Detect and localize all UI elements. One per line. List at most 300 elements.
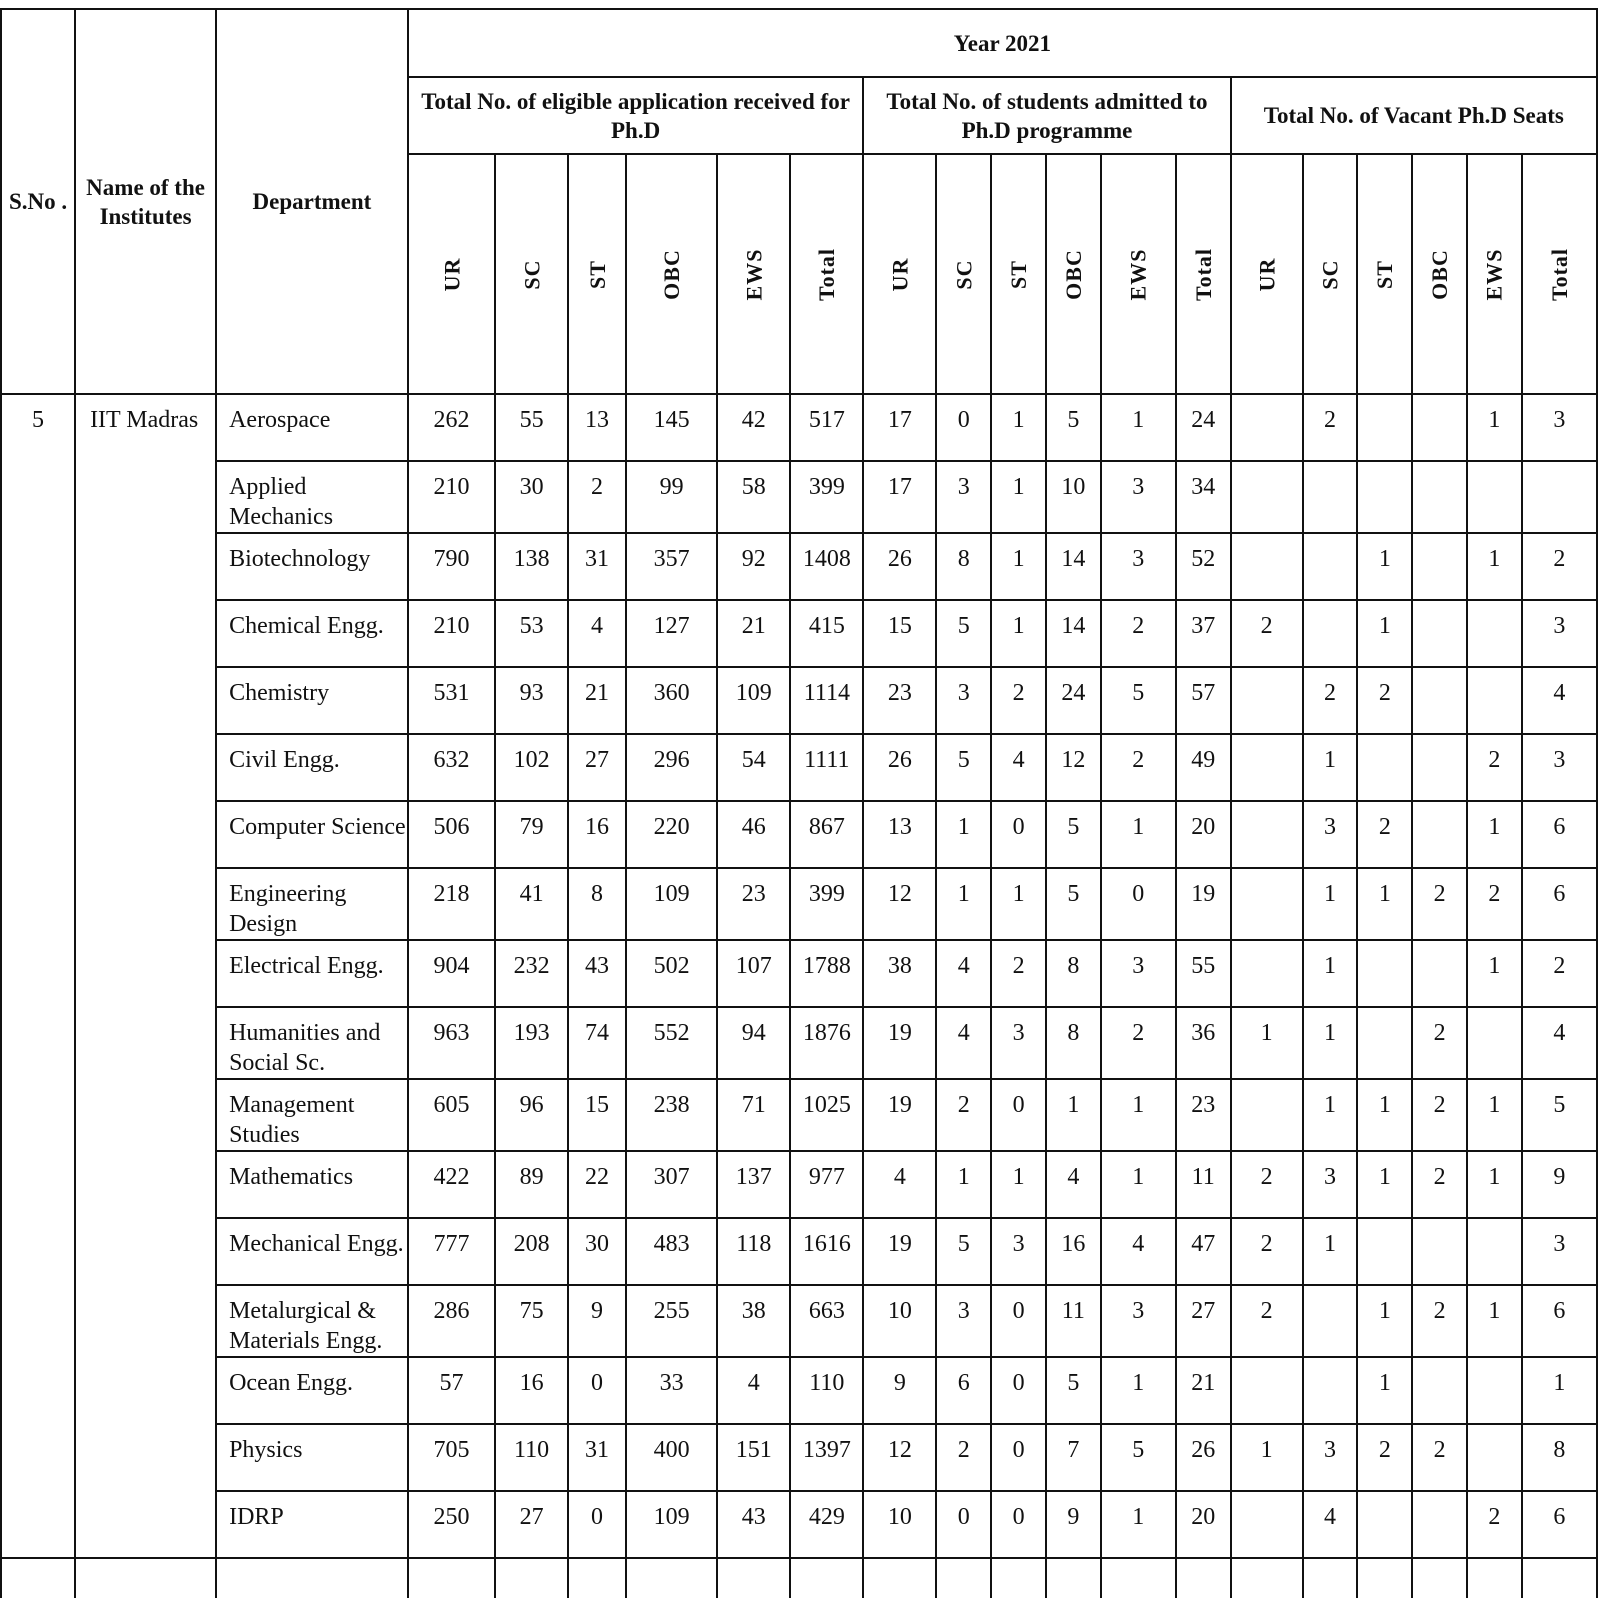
empty-cell bbox=[1231, 1558, 1303, 1598]
value-cell: 1 bbox=[936, 1151, 991, 1218]
value-cell bbox=[1357, 940, 1412, 1007]
empty-cell bbox=[1522, 1558, 1597, 1598]
value-cell: 0 bbox=[568, 1491, 626, 1558]
value-cell: 1 bbox=[1357, 868, 1412, 940]
value-cell: 255 bbox=[626, 1285, 717, 1357]
category-label: Total bbox=[1190, 247, 1216, 301]
value-cell: 2 bbox=[1412, 1424, 1467, 1491]
value-cell: 2 bbox=[1522, 533, 1597, 600]
value-cell: 3 bbox=[991, 1007, 1046, 1079]
value-cell bbox=[1467, 600, 1522, 667]
table-row bbox=[1, 868, 1597, 940]
value-cell bbox=[1467, 1357, 1522, 1424]
value-cell: 17 bbox=[863, 394, 936, 461]
value-cell: 0 bbox=[936, 1491, 991, 1558]
value-cell: 777 bbox=[408, 1218, 495, 1285]
value-cell: 4 bbox=[991, 734, 1046, 801]
value-cell: 3 bbox=[1101, 1285, 1176, 1357]
value-cell: 0 bbox=[991, 1491, 1046, 1558]
category-header bbox=[568, 154, 626, 394]
value-cell: 9 bbox=[568, 1285, 626, 1357]
value-cell: 506 bbox=[408, 801, 495, 868]
category-header bbox=[408, 154, 495, 394]
value-cell: 109 bbox=[626, 868, 717, 940]
value-cell: 33 bbox=[626, 1357, 717, 1424]
value-cell: 1 bbox=[1467, 1285, 1522, 1357]
value-cell: 9 bbox=[1046, 1491, 1101, 1558]
value-cell bbox=[1467, 1218, 1522, 1285]
value-cell: 151 bbox=[717, 1424, 790, 1491]
value-cell: 19 bbox=[863, 1218, 936, 1285]
category-header bbox=[1101, 154, 1176, 394]
value-cell: 232 bbox=[495, 940, 568, 1007]
value-cell: 422 bbox=[408, 1151, 495, 1218]
category-label: ST bbox=[1006, 259, 1032, 289]
value-cell: 8 bbox=[568, 868, 626, 940]
group-header-admitted: Total No. of students admitted to Ph.D programme bbox=[863, 77, 1230, 154]
value-cell bbox=[1412, 1218, 1467, 1285]
department-cell: Electrical Engg. bbox=[216, 940, 408, 1007]
table-row bbox=[1, 801, 1597, 868]
value-cell bbox=[1412, 533, 1467, 600]
value-cell bbox=[1231, 868, 1303, 940]
value-cell: 6 bbox=[1522, 1491, 1597, 1558]
value-cell: 2 bbox=[1522, 940, 1597, 1007]
empty-cell bbox=[1046, 1558, 1101, 1598]
value-cell: 1025 bbox=[790, 1079, 863, 1151]
value-cell: 17 bbox=[863, 461, 936, 533]
value-cell: 1 bbox=[1357, 1079, 1412, 1151]
category-label: SC bbox=[1317, 258, 1343, 290]
table-row bbox=[1, 1218, 1597, 1285]
value-cell: 0 bbox=[936, 394, 991, 461]
value-cell: 1 bbox=[1467, 940, 1522, 1007]
value-cell: 52 bbox=[1176, 533, 1231, 600]
value-cell: 54 bbox=[717, 734, 790, 801]
value-cell: 19 bbox=[1176, 868, 1231, 940]
category-label: Total bbox=[814, 247, 840, 301]
value-cell: 10 bbox=[1046, 461, 1101, 533]
table-row bbox=[1, 1151, 1597, 1218]
value-cell: 208 bbox=[495, 1218, 568, 1285]
department-cell: Physics bbox=[216, 1424, 408, 1491]
value-cell: 4 bbox=[568, 600, 626, 667]
value-cell: 3 bbox=[1522, 600, 1597, 667]
value-cell: 20 bbox=[1176, 801, 1231, 868]
department-cell: Chemical Engg. bbox=[216, 600, 408, 667]
value-cell: 262 bbox=[408, 394, 495, 461]
value-cell: 23 bbox=[863, 667, 936, 734]
value-cell: 1 bbox=[1522, 1357, 1597, 1424]
value-cell: 904 bbox=[408, 940, 495, 1007]
value-cell: 1 bbox=[991, 600, 1046, 667]
value-cell: 7 bbox=[1046, 1424, 1101, 1491]
value-cell: 19 bbox=[863, 1079, 936, 1151]
value-cell: 6 bbox=[1522, 868, 1597, 940]
value-cell: 42 bbox=[717, 394, 790, 461]
value-cell: 1616 bbox=[790, 1218, 863, 1285]
category-label: Total bbox=[1546, 247, 1572, 301]
value-cell: 3 bbox=[936, 1285, 991, 1357]
value-cell: 109 bbox=[717, 667, 790, 734]
value-cell: 49 bbox=[1176, 734, 1231, 801]
value-cell: 3 bbox=[991, 1218, 1046, 1285]
value-cell: 1 bbox=[1357, 1357, 1412, 1424]
value-cell bbox=[1357, 461, 1412, 533]
value-cell: 3 bbox=[1303, 1151, 1358, 1218]
value-cell: 238 bbox=[626, 1079, 717, 1151]
value-cell: 4 bbox=[863, 1151, 936, 1218]
value-cell: 10 bbox=[863, 1285, 936, 1357]
value-cell: 1 bbox=[1101, 1079, 1176, 1151]
value-cell: 21 bbox=[568, 667, 626, 734]
value-cell: 1 bbox=[1357, 1285, 1412, 1357]
value-cell: 2 bbox=[1101, 600, 1176, 667]
value-cell: 2 bbox=[936, 1079, 991, 1151]
value-cell: 21 bbox=[717, 600, 790, 667]
value-cell: 53 bbox=[495, 600, 568, 667]
value-cell: 605 bbox=[408, 1079, 495, 1151]
value-cell: 286 bbox=[408, 1285, 495, 1357]
value-cell: 1 bbox=[1467, 801, 1522, 868]
value-cell: 34 bbox=[1176, 461, 1231, 533]
value-cell bbox=[1231, 734, 1303, 801]
department-cell: Computer Science bbox=[216, 801, 408, 868]
value-cell: 26 bbox=[863, 734, 936, 801]
empty-cell bbox=[863, 1558, 936, 1598]
value-cell bbox=[1467, 1424, 1522, 1491]
value-cell: 1 bbox=[1467, 1079, 1522, 1151]
value-cell bbox=[1303, 461, 1358, 533]
category-label: SC bbox=[951, 258, 977, 290]
value-cell: 220 bbox=[626, 801, 717, 868]
value-cell: 8 bbox=[1046, 940, 1101, 1007]
value-cell: 2 bbox=[1357, 667, 1412, 734]
value-cell bbox=[1412, 1491, 1467, 1558]
value-cell: 46 bbox=[717, 801, 790, 868]
value-cell bbox=[1231, 940, 1303, 1007]
department-cell: Humanities and Social Sc. bbox=[216, 1007, 408, 1079]
value-cell: 2 bbox=[991, 667, 1046, 734]
value-cell: 1 bbox=[1101, 801, 1176, 868]
category-label: OBC bbox=[1060, 248, 1086, 300]
value-cell: 5 bbox=[1046, 801, 1101, 868]
value-cell: 1 bbox=[1303, 1218, 1358, 1285]
value-cell: 12 bbox=[863, 1424, 936, 1491]
value-cell: 1 bbox=[936, 868, 991, 940]
category-label: OBC bbox=[1427, 248, 1453, 300]
value-cell: 4 bbox=[717, 1357, 790, 1424]
value-cell: 47 bbox=[1176, 1218, 1231, 1285]
value-cell bbox=[1231, 461, 1303, 533]
value-cell: 517 bbox=[790, 394, 863, 461]
value-cell: 19 bbox=[863, 1007, 936, 1079]
value-cell: 307 bbox=[626, 1151, 717, 1218]
value-cell: 1 bbox=[991, 1151, 1046, 1218]
value-cell: 400 bbox=[626, 1424, 717, 1491]
value-cell: 26 bbox=[1176, 1424, 1231, 1491]
department-cell: IDRP bbox=[216, 1491, 408, 1558]
empty-cell bbox=[991, 1558, 1046, 1598]
empty-cell bbox=[717, 1558, 790, 1598]
value-cell: 1 bbox=[991, 533, 1046, 600]
value-cell: 2 bbox=[1412, 1151, 1467, 1218]
department-cell: Biotechnology bbox=[216, 533, 408, 600]
table-row bbox=[1, 600, 1597, 667]
value-cell: 0 bbox=[991, 1424, 1046, 1491]
category-header bbox=[1467, 154, 1522, 394]
value-cell: 4 bbox=[936, 940, 991, 1007]
value-cell bbox=[1412, 667, 1467, 734]
table-row bbox=[1, 533, 1597, 600]
value-cell bbox=[1357, 1218, 1412, 1285]
year-header: Year 2021 bbox=[408, 9, 1597, 77]
value-cell: 2 bbox=[1101, 1007, 1176, 1079]
value-cell bbox=[1231, 667, 1303, 734]
value-cell: 632 bbox=[408, 734, 495, 801]
value-cell: 3 bbox=[1101, 940, 1176, 1007]
value-cell: 13 bbox=[568, 394, 626, 461]
value-cell: 15 bbox=[568, 1079, 626, 1151]
empty-cell bbox=[1357, 1558, 1412, 1598]
value-cell: 2 bbox=[1357, 1424, 1412, 1491]
department-cell: Chemistry bbox=[216, 667, 408, 734]
category-header bbox=[1522, 154, 1597, 394]
table-row bbox=[1, 1285, 1597, 1357]
value-cell: 0 bbox=[991, 1285, 1046, 1357]
value-cell: 705 bbox=[408, 1424, 495, 1491]
value-cell: 99 bbox=[626, 461, 717, 533]
value-cell: 1876 bbox=[790, 1007, 863, 1079]
value-cell: 4 bbox=[1522, 667, 1597, 734]
value-cell bbox=[1303, 1285, 1358, 1357]
value-cell bbox=[1231, 533, 1303, 600]
value-cell: 2 bbox=[1303, 667, 1358, 734]
value-cell: 5 bbox=[936, 1218, 991, 1285]
empty-cell bbox=[568, 1558, 626, 1598]
value-cell: 27 bbox=[568, 734, 626, 801]
value-cell: 24 bbox=[1046, 667, 1101, 734]
value-cell: 110 bbox=[495, 1424, 568, 1491]
value-cell: 36 bbox=[1176, 1007, 1231, 1079]
value-cell: 24 bbox=[1176, 394, 1231, 461]
value-cell: 2 bbox=[991, 940, 1046, 1007]
value-cell: 663 bbox=[790, 1285, 863, 1357]
value-cell: 1 bbox=[1357, 533, 1412, 600]
department-header: Department bbox=[216, 9, 408, 394]
value-cell: 1 bbox=[1101, 394, 1176, 461]
value-cell: 1 bbox=[1303, 1007, 1358, 1079]
group-header-applications: Total No. of eligible application received for Ph.D bbox=[408, 77, 864, 154]
value-cell bbox=[1231, 1357, 1303, 1424]
department-cell: Management Studies bbox=[216, 1079, 408, 1151]
value-cell: 2 bbox=[1412, 1079, 1467, 1151]
value-cell: 399 bbox=[790, 868, 863, 940]
value-cell: 11 bbox=[1176, 1151, 1231, 1218]
value-cell: 218 bbox=[408, 868, 495, 940]
value-cell: 27 bbox=[495, 1491, 568, 1558]
empty-cell bbox=[1101, 1558, 1176, 1598]
value-cell: 5 bbox=[1046, 394, 1101, 461]
value-cell: 1 bbox=[991, 394, 1046, 461]
value-cell: 2 bbox=[1101, 734, 1176, 801]
department-cell: Applied Mechanics bbox=[216, 461, 408, 533]
department-cell: Mechanical Engg. bbox=[216, 1218, 408, 1285]
value-cell: 71 bbox=[717, 1079, 790, 1151]
value-cell: 1 bbox=[1303, 1079, 1358, 1151]
value-cell bbox=[1303, 533, 1358, 600]
value-cell: 3 bbox=[936, 461, 991, 533]
value-cell: 9 bbox=[863, 1357, 936, 1424]
table-row bbox=[1, 940, 1597, 1007]
value-cell: 2 bbox=[1467, 1491, 1522, 1558]
value-cell bbox=[1467, 461, 1522, 533]
category-label: EWS bbox=[741, 248, 767, 300]
value-cell: 3 bbox=[1101, 533, 1176, 600]
value-cell bbox=[1231, 1079, 1303, 1151]
value-cell: 79 bbox=[495, 801, 568, 868]
value-cell: 96 bbox=[495, 1079, 568, 1151]
value-cell: 6 bbox=[1522, 801, 1597, 868]
value-cell: 5 bbox=[1046, 1357, 1101, 1424]
empty-cell bbox=[790, 1558, 863, 1598]
department-cell: Mathematics bbox=[216, 1151, 408, 1218]
empty-cell bbox=[1, 1558, 75, 1598]
value-cell bbox=[1467, 667, 1522, 734]
value-cell: 94 bbox=[717, 1007, 790, 1079]
value-cell: 1 bbox=[1467, 533, 1522, 600]
value-cell: 2 bbox=[1412, 1007, 1467, 1079]
value-cell: 38 bbox=[863, 940, 936, 1007]
value-cell: 55 bbox=[1176, 940, 1231, 1007]
phd-admissions-table bbox=[0, 8, 1598, 1598]
table-row bbox=[1, 394, 1597, 461]
value-cell: 963 bbox=[408, 1007, 495, 1079]
value-cell: 1 bbox=[1046, 1079, 1101, 1151]
value-cell: 1 bbox=[1467, 394, 1522, 461]
value-cell: 2 bbox=[1467, 868, 1522, 940]
value-cell: 3 bbox=[1303, 1424, 1358, 1491]
value-cell: 552 bbox=[626, 1007, 717, 1079]
value-cell: 58 bbox=[717, 461, 790, 533]
department-cell: Metalurgical & Materials Engg. bbox=[216, 1285, 408, 1357]
value-cell: 109 bbox=[626, 1491, 717, 1558]
category-header bbox=[1231, 154, 1303, 394]
value-cell: 43 bbox=[717, 1491, 790, 1558]
value-cell: 4 bbox=[1101, 1218, 1176, 1285]
value-cell: 1 bbox=[1303, 868, 1358, 940]
category-header bbox=[936, 154, 991, 394]
value-cell bbox=[1303, 1357, 1358, 1424]
value-cell: 5 bbox=[1101, 667, 1176, 734]
value-cell: 23 bbox=[1176, 1079, 1231, 1151]
category-header bbox=[495, 154, 568, 394]
value-cell: 31 bbox=[568, 1424, 626, 1491]
value-cell: 5 bbox=[1046, 868, 1101, 940]
value-cell: 2 bbox=[936, 1424, 991, 1491]
value-cell: 127 bbox=[626, 600, 717, 667]
value-cell: 0 bbox=[991, 1079, 1046, 1151]
sno-cell: 5 bbox=[1, 394, 75, 1558]
table-row bbox=[1, 1079, 1597, 1151]
value-cell: 1111 bbox=[790, 734, 863, 801]
value-cell: 2 bbox=[1412, 1285, 1467, 1357]
category-label: EWS bbox=[1481, 248, 1507, 300]
value-cell: 138 bbox=[495, 533, 568, 600]
empty-cell bbox=[1176, 1558, 1231, 1598]
category-header bbox=[1046, 154, 1101, 394]
value-cell bbox=[1412, 394, 1467, 461]
value-cell: 867 bbox=[790, 801, 863, 868]
value-cell: 1 bbox=[1467, 1151, 1522, 1218]
value-cell: 2 bbox=[1231, 600, 1303, 667]
category-header bbox=[991, 154, 1046, 394]
value-cell: 483 bbox=[626, 1218, 717, 1285]
value-cell: 3 bbox=[1101, 461, 1176, 533]
category-label: ST bbox=[584, 259, 610, 289]
value-cell: 12 bbox=[1046, 734, 1101, 801]
table-row bbox=[1, 461, 1597, 533]
value-cell bbox=[1357, 1491, 1412, 1558]
value-cell: 15 bbox=[863, 600, 936, 667]
value-cell: 23 bbox=[717, 868, 790, 940]
value-cell: 399 bbox=[790, 461, 863, 533]
value-cell: 145 bbox=[626, 394, 717, 461]
value-cell: 4 bbox=[936, 1007, 991, 1079]
empty-cell bbox=[1303, 1558, 1358, 1598]
empty-cell bbox=[1412, 1558, 1467, 1598]
value-cell: 1 bbox=[1357, 1151, 1412, 1218]
category-header bbox=[863, 154, 936, 394]
empty-cell bbox=[408, 1558, 495, 1598]
value-cell: 12 bbox=[863, 868, 936, 940]
value-cell: 0 bbox=[1101, 868, 1176, 940]
category-header bbox=[717, 154, 790, 394]
institute-name-cell: IIT Madras bbox=[75, 394, 216, 1558]
value-cell bbox=[1357, 734, 1412, 801]
value-cell: 107 bbox=[717, 940, 790, 1007]
value-cell: 4 bbox=[1046, 1151, 1101, 1218]
value-cell: 10 bbox=[863, 1491, 936, 1558]
value-cell: 502 bbox=[626, 940, 717, 1007]
value-cell: 20 bbox=[1176, 1491, 1231, 1558]
category-label: UR bbox=[887, 257, 913, 291]
value-cell: 37 bbox=[1176, 600, 1231, 667]
value-cell: 14 bbox=[1046, 600, 1101, 667]
value-cell: 357 bbox=[626, 533, 717, 600]
value-cell: 5 bbox=[936, 734, 991, 801]
value-cell: 2 bbox=[1231, 1285, 1303, 1357]
value-cell: 1 bbox=[1357, 600, 1412, 667]
value-cell: 1 bbox=[991, 461, 1046, 533]
value-cell: 16 bbox=[495, 1357, 568, 1424]
value-cell: 2 bbox=[568, 461, 626, 533]
value-cell: 8 bbox=[1046, 1007, 1101, 1079]
value-cell: 1 bbox=[1101, 1357, 1176, 1424]
value-cell: 1 bbox=[1101, 1491, 1176, 1558]
value-cell: 296 bbox=[626, 734, 717, 801]
value-cell: 30 bbox=[495, 461, 568, 533]
value-cell: 16 bbox=[1046, 1218, 1101, 1285]
value-cell: 16 bbox=[568, 801, 626, 868]
value-cell: 1 bbox=[1101, 1151, 1176, 1218]
value-cell bbox=[1412, 600, 1467, 667]
value-cell: 57 bbox=[408, 1357, 495, 1424]
value-cell bbox=[1357, 394, 1412, 461]
value-cell: 531 bbox=[408, 667, 495, 734]
value-cell: 13 bbox=[863, 801, 936, 868]
category-label: UR bbox=[1254, 257, 1280, 291]
